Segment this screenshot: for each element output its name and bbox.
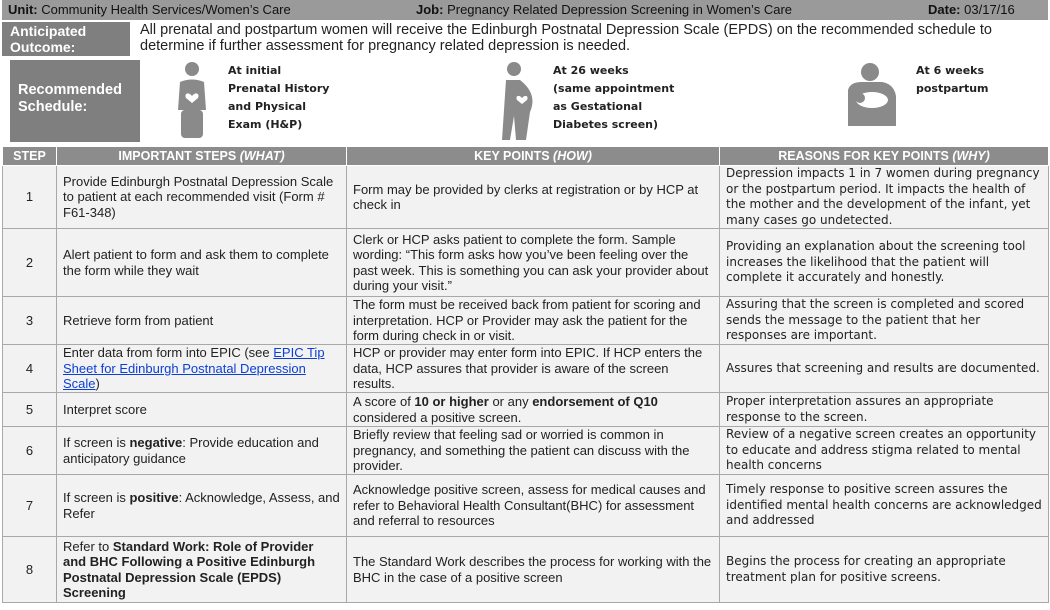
step-how: Acknowledge positive screen, assess for medical causes and refer to Behavioral Health Consultant(BHC) for assessment and referral to resources xyxy=(347,475,720,537)
table-row xyxy=(3,475,1049,537)
step-number: 6 xyxy=(3,427,57,475)
pregnant-woman-late-icon xyxy=(496,60,542,144)
schedule-item-2: At 26 weeks (same appointment as Gestational Diabetes screen) xyxy=(553,64,675,131)
schedule-item-1: At initial Prenatal History and Physical Exam (H&P) xyxy=(228,64,330,131)
header-why: REASONS FOR KEY POINTS (WHY) xyxy=(720,147,1049,166)
step-number: 5 xyxy=(3,393,57,427)
step-what: If screen is negative: Provide education and anticipatory guidance xyxy=(57,427,347,475)
step-why: Assures that screening and results are documented. xyxy=(720,345,1049,393)
step-what: Alert patient to form and ask them to complete the form while they wait xyxy=(57,229,347,297)
step-how: HCP or provider may enter form into EPIC. If HCP enters the data, HCP assures that provider is aware of the screen results. xyxy=(347,345,720,393)
header-what: IMPORTANT STEPS (WHAT) xyxy=(57,147,347,166)
table-row xyxy=(3,345,1049,393)
step-number: 3 xyxy=(3,297,57,345)
step-number: 8 xyxy=(3,537,57,603)
date-field: Date: 03/17/16 xyxy=(928,2,1015,17)
step-what: Retrieve form from patient xyxy=(57,297,347,345)
step-number: 7 xyxy=(3,475,57,537)
epic-tip-sheet-link[interactable]: EPIC Tip Sheet for Edinburgh Postnatal Depression Scale xyxy=(63,345,325,392)
anticipated-outcome-label: Anticipated Outcome: xyxy=(2,22,130,56)
recommended-schedule-label: Recommended Schedule: xyxy=(10,60,140,142)
step-why: Depression impacts 1 in 7 women during pregnancy or the postpartum period. It impacts the health of the mother and the development of the infant, yet many cases go undetected. xyxy=(720,166,1049,229)
step-how: The form must be received back from patient for scoring and interpretation. HCP or Provider may ask the patient for the form during check in or visit. xyxy=(347,297,720,345)
table-row xyxy=(3,297,1049,345)
table-row xyxy=(3,166,1049,229)
table-row xyxy=(3,427,1049,475)
step-what: Enter data from form into EPIC (see EPIC Tip Sheet for Edinburgh Postnatal Depression Scale) xyxy=(57,345,347,393)
table-header-row xyxy=(3,147,1049,166)
step-what: Refer to Standard Work: Role of Provider and BHC Following a Positive Edinburgh Postnatal Depression Scale (EPDS) Screening xyxy=(57,537,347,603)
anticipated-outcome-text: All prenatal and postpartum women will receive the Edinburgh Postnatal Depression Scale (EPDS) on the recommended schedule to determine if further assessment for pregnancy related depression is needed. xyxy=(140,22,992,54)
step-how: The Standard Work describes the process for working with the BHC in the case of a positive screen xyxy=(347,537,720,603)
job-field: Job: Pregnancy Related Depression Screening in Women’s Care xyxy=(416,2,793,17)
pregnant-woman-early-icon xyxy=(168,60,216,144)
step-number: 1 xyxy=(3,166,57,229)
step-number: 2 xyxy=(3,229,57,297)
unit-field: Unit: Community Health Services/Women’s Care xyxy=(8,2,291,17)
step-how: A score of 10 or higher or any endorsement of Q10 considered a positive screen. xyxy=(347,393,720,427)
mother-holding-baby-icon xyxy=(842,62,904,128)
header-step: STEP xyxy=(3,147,57,166)
header-bar xyxy=(2,0,1048,20)
step-what: Interpret score xyxy=(57,393,347,427)
step-why: Providing an explanation about the screening tool increases the likelihood that the patient will complete it accurately and honestly. xyxy=(720,229,1049,297)
table-row xyxy=(3,393,1049,427)
step-why: Proper interpretation assures an appropriate response to the screen. xyxy=(720,393,1049,427)
steps-table xyxy=(2,146,1049,603)
step-what: Provide Edinburgh Postnatal Depression Scale to patient at each recommended visit (Form # F61-348) xyxy=(57,166,347,229)
table-row xyxy=(3,229,1049,297)
step-why: Review of a negative screen creates an opportunity to educate and address stigma related to mental health concerns xyxy=(720,427,1049,475)
schedule-item-3: At 6 weeks postpartum xyxy=(916,64,989,95)
step-why: Assuring that the screen is completed and scored sends the message to the patient that her responses are important. xyxy=(720,297,1049,345)
table-row xyxy=(3,537,1049,603)
step-why: Timely response to positive screen assures the identified mental health concerns are acknowledged and addressed xyxy=(720,475,1049,537)
step-what: If screen is positive: Acknowledge, Assess, and Refer xyxy=(57,475,347,537)
step-why: Begins the process for creating an appropriate treatment plan for positive screens. xyxy=(720,537,1049,603)
step-how: Briefly review that feeling sad or worried is common in pregnancy, and something the patient can discuss with the provider. xyxy=(347,427,720,475)
header-how: KEY POINTS (HOW) xyxy=(347,147,720,166)
step-how: Clerk or HCP asks patient to complete the form. Sample wording: “This form asks how you’ve been feeling over the past week. This is something you can ask your provider about during your visit.” xyxy=(347,229,720,297)
step-how: Form may be provided by clerks at registration or by HCP at check in xyxy=(347,166,720,229)
step-number: 4 xyxy=(3,345,57,393)
